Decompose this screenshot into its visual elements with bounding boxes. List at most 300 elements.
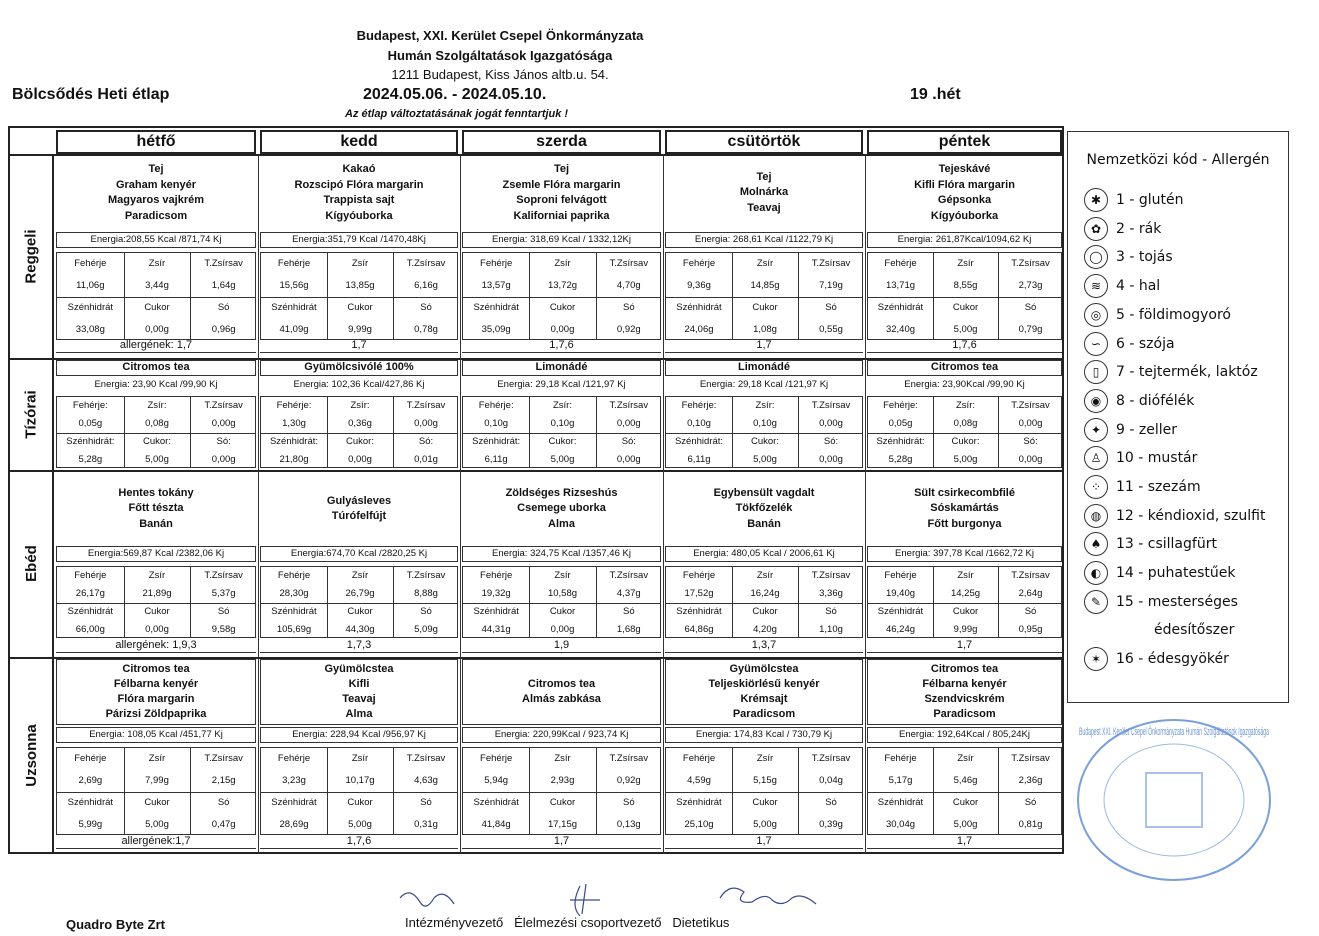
energy-value: Energia: 108,05 Kcal /451,77 Kj xyxy=(56,727,256,743)
nutrient-value: 0,00g xyxy=(819,418,843,429)
nutrient-value: 10,17g xyxy=(345,775,375,786)
nutrient-label: Cukor: xyxy=(346,436,374,447)
nutrient-label: Só xyxy=(623,797,635,808)
nutrient-label: T.Zsírsav xyxy=(204,400,243,411)
energy-value: Energia: 220,99Kcal / 923,74 Kj xyxy=(462,727,661,743)
company-name: Quadro Byte Zrt xyxy=(66,917,165,932)
nutrient-label: T.Zsírsav xyxy=(406,753,446,764)
nutrient-value: 105,69g xyxy=(276,624,312,635)
column-divider xyxy=(258,358,259,470)
column-divider xyxy=(865,154,866,358)
nutrient-label: Zsír: xyxy=(350,400,370,411)
nutrition-table xyxy=(56,252,256,340)
menu-items xyxy=(260,659,458,725)
menu-item: Csemege uborka xyxy=(517,502,606,515)
milk-icon: ▯ xyxy=(1084,360,1108,384)
nutrient-value: 17,52g xyxy=(684,588,714,599)
nutrient-label: Só xyxy=(825,606,837,617)
nutrient-value: 1,68g xyxy=(616,624,641,635)
nutrition-table xyxy=(260,747,458,835)
legend-item xyxy=(1084,532,1217,556)
nutrient-label: Cukor: xyxy=(548,436,577,447)
nutrient-label: T.Zsírsav xyxy=(204,570,243,581)
energy-value: Energia: 102,36 Kcal/427,86 Kj xyxy=(293,379,425,390)
menu-item: Sóskamártás xyxy=(930,502,999,515)
section-separator xyxy=(10,470,1062,472)
nutrient-label: Só xyxy=(623,606,635,617)
nutrient-value: 19,40g xyxy=(885,588,916,599)
menu-item: Krémsajt xyxy=(740,693,788,705)
nutrient-label: Zsír xyxy=(148,258,166,269)
column-divider xyxy=(460,358,461,470)
legend-label: 13 - csillagfürt xyxy=(1116,536,1217,553)
nutrient-label: Cukor xyxy=(549,606,576,617)
nutrient-label: Só xyxy=(825,797,837,808)
energy-value: Energia: 29,18 Kcal /121,97 Kj xyxy=(699,379,829,390)
nutrient-value: 0,00g xyxy=(145,624,169,635)
nutrient-value: 0,47g xyxy=(211,819,236,830)
nutrient-value: 5,28g xyxy=(888,454,913,465)
legend-label: 6 - szója xyxy=(1116,335,1175,352)
nutrient-value: 0,00g xyxy=(211,418,236,429)
nutrient-value: 5,37g xyxy=(211,588,236,599)
column-divider xyxy=(460,154,461,358)
nutrient-label: Cukor xyxy=(752,797,778,808)
legend-item xyxy=(1084,647,1229,671)
menu-item: Gulyásleves xyxy=(326,494,392,507)
menu-items xyxy=(665,158,863,228)
menu-items xyxy=(665,659,863,725)
nutrient-value: 19,32g xyxy=(481,588,511,599)
legend-item xyxy=(1084,389,1194,413)
nutrient-label: Só: xyxy=(418,436,434,447)
legend-label: 15 - mesterséges xyxy=(1116,593,1238,610)
nutrient-value: 0,10g xyxy=(753,418,777,429)
menu-item: Alma xyxy=(548,517,575,530)
nutrient-value: 2,73g xyxy=(1018,280,1043,291)
date-range: 2024.05.06. - 2024.05.10. xyxy=(363,86,547,103)
column-divider xyxy=(663,470,664,657)
nutrient-label: Fehérje xyxy=(884,753,917,764)
nutrient-value: 44,31g xyxy=(481,624,511,635)
nutrient-label: T.Zsírsav xyxy=(406,570,446,581)
nutrient-value: 0,00g xyxy=(819,454,843,465)
nutrient-value: 6,16g xyxy=(414,280,438,291)
nutrient-label: Só xyxy=(217,797,230,808)
nutrient-value: 14,25g xyxy=(950,588,981,599)
meal-name: Reggeli xyxy=(22,228,40,284)
nutrient-label: T.Zsírsav xyxy=(811,258,851,269)
nutrient-label: Fehérje xyxy=(682,570,716,581)
nutrient-value: 17,15g xyxy=(547,819,578,830)
meal-name: Uzsonna xyxy=(22,724,40,787)
nutrition-table xyxy=(665,747,863,835)
nutrient-value: 21,80g xyxy=(279,454,309,465)
nutrient-value: 5,17g xyxy=(888,775,913,786)
menu-items xyxy=(462,158,661,228)
nutrient-value: 4,63g xyxy=(414,775,438,786)
legend-item xyxy=(1084,303,1231,327)
nutrient-value: 0,96g xyxy=(211,324,236,335)
nutrient-value: 0,55g xyxy=(819,324,843,335)
legend-item xyxy=(1084,446,1197,470)
nutrient-label: Zsír xyxy=(756,258,774,269)
crab-icon: ✿ xyxy=(1084,217,1108,241)
nutrient-label: Só xyxy=(1024,606,1037,617)
nutrient-value: 24,06g xyxy=(684,324,714,335)
nutrient-label: Só: xyxy=(621,436,636,447)
nutrient-value: 1,30g xyxy=(282,418,306,429)
menu-item: Zsemle Flóra margarin xyxy=(502,178,621,191)
nutrient-value: 16,24g xyxy=(750,588,780,599)
nutrient-label: Szénhidrát xyxy=(877,302,924,313)
column-divider xyxy=(865,657,866,854)
nutrient-label: Cukor xyxy=(952,302,979,313)
allergen-info: 1,7 xyxy=(665,834,863,849)
menu-item: Trappista sajt xyxy=(323,194,395,206)
legend-item xyxy=(1084,245,1173,269)
nutrition-table xyxy=(867,566,1062,638)
nutrient-label: Fehérje: xyxy=(681,400,717,411)
nutrient-value: 9,99g xyxy=(953,624,978,635)
nutrient-label: Fehérje xyxy=(884,570,917,581)
legend-label: 9 - zeller xyxy=(1116,421,1177,438)
menu-item: Gyümölcstea xyxy=(324,663,394,675)
nutrient-value: 5,00g xyxy=(753,454,777,465)
allergen-legend xyxy=(1067,131,1289,703)
energy-value: Energia: 318,69 Kcal / 1332,12Kj xyxy=(462,232,661,248)
nutrient-label: Só xyxy=(420,797,432,808)
egg-icon: ◯ xyxy=(1084,245,1108,269)
nutrient-label: Szénhidrát: xyxy=(269,436,319,447)
nutrient-label: T.Zsírsav xyxy=(1011,258,1050,269)
nutrient-label: Szénhidrát xyxy=(67,797,114,808)
menu-item: Citromos tea xyxy=(930,663,999,675)
nutrition-table xyxy=(867,747,1062,835)
nutrient-value: 0,01g xyxy=(414,454,438,465)
nutrient-value: 5,00g xyxy=(145,819,169,830)
note: Az étlap változtatásának jogát fenntartjuk ! xyxy=(345,108,569,120)
nutrient-label: Szénhidrát xyxy=(271,797,317,808)
nutrient-label: Szénhidrát: xyxy=(674,436,724,447)
nutrient-label: T.Zsírsav xyxy=(811,753,851,764)
nutrient-value: 0,00g xyxy=(1018,418,1043,429)
nutrient-label: Zsír xyxy=(351,258,369,269)
nutrient-value: 5,00g xyxy=(953,454,978,465)
day-header-0: hétfő xyxy=(56,130,256,154)
nutrient-label: Fehérje: xyxy=(478,400,514,411)
column-divider xyxy=(865,470,866,657)
allergen-info: 1,7,3 xyxy=(260,638,458,653)
nutrition-table xyxy=(56,747,256,835)
menu-items xyxy=(260,158,458,228)
nutrient-label: Fehérje xyxy=(277,570,311,581)
nutrient-value: 9,58g xyxy=(211,624,236,635)
header-line1: Budapest, XXI. Kerület Csepel Önkormányzata xyxy=(356,28,644,43)
nutrient-label: Cukor xyxy=(144,797,170,808)
legend-item xyxy=(1084,188,1183,212)
menu-item: Kifli xyxy=(348,678,370,690)
column-divider xyxy=(460,657,461,854)
nutrient-value: 4,37g xyxy=(616,588,641,599)
legend-item xyxy=(1084,561,1235,585)
section-separator xyxy=(10,154,1062,156)
energy-value: Energia: 268,61 Kcal /1122,79 Kj xyxy=(665,232,863,248)
nutrient-value: 66,00g xyxy=(75,624,105,635)
nutrient-value: 5,00g xyxy=(753,819,777,830)
nutrient-label: Cukor xyxy=(347,797,373,808)
nutrient-value: 0,10g xyxy=(550,418,575,429)
energy-value: Energia: 480,05 Kcal / 2006,61 Kj xyxy=(665,546,863,562)
energy-value: Energia: 261,87Kcal/1094,62 Kj xyxy=(867,232,1062,248)
energy-value: Energia: 29,18 Kcal /121,97 Kj xyxy=(497,379,626,390)
nutrient-value: 13,72g xyxy=(547,280,578,291)
mustard-icon: ♙ xyxy=(1084,446,1108,470)
lupin-icon: ♠ xyxy=(1084,532,1108,556)
menu-items xyxy=(56,659,256,725)
nutrient-label: Szénhidrát xyxy=(473,606,519,617)
menu-item: Hentes tokány xyxy=(118,486,194,499)
menu-item: Kakaó xyxy=(342,163,376,175)
column-divider xyxy=(663,657,664,854)
nutrient-value: 4,59g xyxy=(687,775,711,786)
nutrient-label: T.Zsírsav xyxy=(204,258,243,269)
nutrition-table xyxy=(867,396,1062,468)
nutrient-value: 14,85g xyxy=(750,280,780,291)
menu-item: Molnárka xyxy=(739,186,789,199)
legend-label: 12 - kéndioxid, szulfit xyxy=(1116,507,1266,524)
menu-item: Soproni felvágott xyxy=(516,194,607,206)
legend-item xyxy=(1084,590,1238,614)
nutrient-label: Zsír xyxy=(148,570,166,581)
nutrient-label: Zsír xyxy=(756,570,774,581)
nutrient-value: 1,08g xyxy=(753,324,777,335)
menu-items: Limonádé xyxy=(665,360,863,376)
celery-icon: ✦ xyxy=(1084,418,1108,442)
nutrient-value: 0,78g xyxy=(414,324,438,335)
meal-name: Ebéd xyxy=(22,545,40,582)
menu-item: Szendvicskrém xyxy=(924,693,1005,705)
nutrient-label: Szénhidrát xyxy=(676,302,722,313)
nutrient-value: 5,00g xyxy=(953,819,978,830)
nutrient-value: 2,93g xyxy=(550,775,575,786)
nutrition-table xyxy=(665,396,863,468)
nutrient-value: 0,08g xyxy=(145,418,169,429)
nutrient-value: 5,00g xyxy=(145,454,169,465)
nutrient-label: T.Zsírsav xyxy=(609,753,649,764)
nutrient-value: 9,36g xyxy=(687,280,711,291)
menu-item: Tej xyxy=(148,163,164,175)
nutrient-label: Zsír xyxy=(554,570,571,581)
menu-item: Magyaros vajkrém xyxy=(108,194,204,206)
meal-label-reggeli xyxy=(10,154,54,358)
menu-items xyxy=(56,474,256,544)
allergen-info: 1,7,6 xyxy=(867,338,1062,353)
menu-item: Citromos tea xyxy=(527,678,596,690)
nutrient-value: 5,46g xyxy=(953,775,978,786)
nutrient-value: 0,00g xyxy=(616,418,641,429)
nutrient-label: Szénhidrát xyxy=(67,606,114,617)
nutrient-label: Szénhidrát xyxy=(473,302,519,313)
nutrition-table xyxy=(462,566,661,638)
nutrition-table xyxy=(665,566,863,638)
nutrient-value: 15,56g xyxy=(279,280,309,291)
nutrient-value: 0,79g xyxy=(1018,324,1043,335)
nutrient-label: Fehérje xyxy=(277,753,311,764)
nutrient-value: 4,20g xyxy=(753,624,777,635)
column-divider xyxy=(460,470,461,657)
nutrient-label: Só: xyxy=(1023,436,1038,447)
menu-item: Túrófelfújt xyxy=(331,510,387,522)
nutrient-label: Szénhidrát xyxy=(676,797,722,808)
peanut-icon: ◎ xyxy=(1084,303,1108,327)
nutrient-label: Zsír xyxy=(957,570,974,581)
nutrient-value: 0,95g xyxy=(1018,624,1043,635)
nutrient-label: Szénhidrát xyxy=(271,302,317,313)
nutrient-value: 0,00g xyxy=(145,324,169,335)
nutrient-value: 5,00g xyxy=(550,454,575,465)
nut-icon: ◉ xyxy=(1084,389,1108,413)
menu-item: Citromos tea xyxy=(122,663,190,675)
meal-label-tizorai xyxy=(10,358,54,470)
nutrient-label: Fehérje xyxy=(74,570,107,581)
nutrient-label: Cukor: xyxy=(142,436,171,447)
nutrient-value: 0,00g xyxy=(414,418,438,429)
nutrient-value: 28,69g xyxy=(279,819,309,830)
menu-item: Egybensült vagdalt xyxy=(713,486,815,499)
allergen-info: 1,9 xyxy=(462,638,661,653)
column-divider xyxy=(865,358,866,470)
legend-item xyxy=(1084,504,1265,528)
nutrient-value: 0,92g xyxy=(616,775,641,786)
nutrient-label: Zsír: xyxy=(147,400,167,411)
nutrient-value: 0,13g xyxy=(616,819,641,830)
nutrition-table xyxy=(260,396,458,468)
menu-item: Gépsonka xyxy=(937,194,992,206)
nutrient-value: 5,99g xyxy=(78,819,103,830)
legend-label: 11 - szezám xyxy=(1116,479,1201,495)
nutrient-value: 5,28g xyxy=(78,454,103,465)
energy-value: Energia: 324,75 Kcal /1357,46 Kj xyxy=(462,546,661,562)
nutrient-label: Zsír xyxy=(148,753,166,764)
nutrient-value: 30,04g xyxy=(885,819,916,830)
nutrient-label: Cukor xyxy=(549,797,576,808)
energy-value: Energia:569,87 Kcal /2382,06 Kj xyxy=(56,546,256,562)
column-divider xyxy=(258,657,259,854)
nutrient-label: Zsír xyxy=(756,753,774,764)
nutrient-label: T.Zsírsav xyxy=(609,258,649,269)
menu-items xyxy=(867,659,1062,725)
wheat-icon: ✱ xyxy=(1084,188,1108,212)
legend-label: 8 - diófélék xyxy=(1116,392,1195,409)
menu-items xyxy=(867,474,1062,544)
legend-label: 7 - tejtermék, laktóz xyxy=(1116,364,1258,381)
legend-item xyxy=(1084,360,1258,384)
legend-item xyxy=(1084,418,1177,442)
nutrient-label: Fehérje xyxy=(682,753,716,764)
energy-value: Energia:208,55 Kcal /871,74 Kj xyxy=(56,232,256,248)
official-stamp xyxy=(1074,715,1274,885)
nutrition-table xyxy=(260,252,458,340)
nutrient-value: 5,00g xyxy=(953,324,978,335)
nutrient-value: 6,11g xyxy=(484,454,508,465)
nutrition-table xyxy=(462,252,661,340)
legend-label: 1 - glutén xyxy=(1116,192,1184,208)
menu-item: Kígyóuborka xyxy=(325,209,393,222)
nutrient-value: 35,09g xyxy=(481,324,511,335)
nutrient-label: T.Zsírsav xyxy=(406,258,446,269)
legend-item xyxy=(1084,332,1175,356)
column-divider xyxy=(663,358,664,470)
menu-item: Paradicsom xyxy=(933,708,996,720)
nutrient-value: 5,15g xyxy=(753,775,777,786)
nutrient-label: Cukor xyxy=(952,606,979,617)
nutrient-label: Szénhidrát: xyxy=(472,436,521,447)
nutrient-label: T.Zsírsav xyxy=(811,400,851,411)
nutrient-value: 0,00g xyxy=(1018,454,1043,465)
allergen-info: 1,7 xyxy=(665,338,863,353)
sulfite-icon: ◍ xyxy=(1084,504,1108,528)
nutrient-value: 33,08g xyxy=(75,324,105,335)
menu-item: Párizsi Zöldpaprika xyxy=(105,708,207,720)
mollusc-icon: ◐ xyxy=(1084,561,1108,585)
nutrition-table xyxy=(462,396,661,468)
nutrient-label: Cukor: xyxy=(951,436,980,447)
nutrient-value: 0,08g xyxy=(953,418,978,429)
nutrient-label: T.Zsírsav xyxy=(406,400,446,411)
licorice-icon: ✶ xyxy=(1084,647,1108,671)
nutrient-label: Szénhidrát xyxy=(676,606,722,617)
nutrient-label: Fehérje: xyxy=(72,400,108,411)
nutrient-value: 1,64g xyxy=(211,280,236,291)
legend-label: 3 - tojás xyxy=(1116,249,1173,266)
nutrient-label: T.Zsírsav xyxy=(811,570,851,581)
nutrient-label: Zsír xyxy=(554,753,571,764)
menu-item: Tej xyxy=(553,163,570,175)
nutrient-value: 0,31g xyxy=(414,819,438,830)
nutrient-label: T.Zsírsav xyxy=(1011,570,1050,581)
nutrient-label: Fehérje xyxy=(480,258,513,269)
nutrient-value: 13,71g xyxy=(885,280,916,291)
menu-item: Teljeskiörlésű kenyér xyxy=(708,678,820,690)
nutrient-label: Fehérje xyxy=(480,753,513,764)
nutrient-value: 3,23g xyxy=(282,775,306,786)
nutrient-value: 0,00g xyxy=(550,324,575,335)
nutrition-table xyxy=(56,566,256,638)
nutrient-label: Só xyxy=(623,302,635,313)
nutrient-label: Só xyxy=(217,302,230,313)
menu-items xyxy=(462,474,661,544)
menu-items: Limonádé xyxy=(462,360,661,376)
nutrient-label: Só xyxy=(217,606,230,617)
menu-item: Flóra margarin xyxy=(117,693,195,705)
nutrient-value: 0,00g xyxy=(348,454,372,465)
nutrient-label: Szénhidrát xyxy=(877,797,924,808)
nutrient-label: Zsír xyxy=(351,753,369,764)
nutrient-value: 2,64g xyxy=(1018,588,1043,599)
menu-item: Paradicsom xyxy=(732,708,796,720)
nutrient-label: Só xyxy=(1024,302,1037,313)
day-header-3: csütörtök xyxy=(665,130,863,154)
menu-grid xyxy=(8,126,1064,854)
menu-item: Tej xyxy=(756,170,772,183)
nutrient-value: 2,15g xyxy=(211,775,236,786)
nutrient-value: 0,10g xyxy=(687,418,711,429)
soy-icon: ∽ xyxy=(1084,332,1108,356)
nutrient-label: Szénhidrát xyxy=(473,797,519,808)
nutrient-label: Só xyxy=(825,302,837,313)
nutrient-value: 4,70g xyxy=(616,280,641,291)
